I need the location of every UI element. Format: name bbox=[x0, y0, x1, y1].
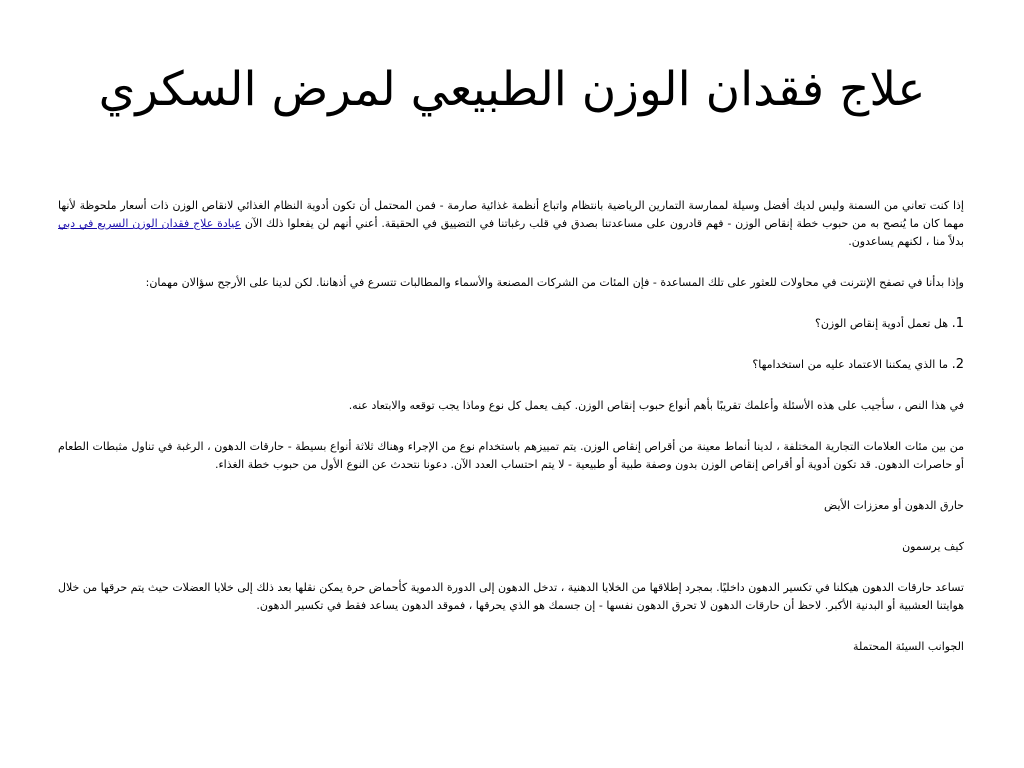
question-2 bbox=[58, 356, 964, 374]
intro-paragraph bbox=[58, 197, 964, 251]
clinic-link[interactable]: عيادة علاج فقدان الوزن السريع في دبي bbox=[58, 217, 242, 230]
intro-text: إذا كنت تعاني من السمنة وليس لديك أفضل وسيلة لممارسة التمارين الرياضية بانتظام واتباع أنظمة غذائية صارمة - فمن المحتمل أن تكون أدوية النظام الغذائي لانقاص الوزن ذات أسعار ملحوظة لأنها مهما كان ما يُنصح به من حبوب خطة إنقاص الوزن - فهم قادرون على مساعدتنا بصدق في قلب رغباتنا في التضييق في الحقيقة. أعني أنهم لن يفعلوا ذلك الآن bbox=[58, 199, 964, 230]
question-text: هل تعمل أدوية إنقاص الوزن؟ bbox=[815, 317, 952, 330]
section-heading-how-they-work: كيف يرسمون bbox=[902, 540, 964, 553]
intro-text-end: بدلاً منا ، لكنهم يساعدون. bbox=[848, 235, 964, 248]
section-heading-side-effects: الجوانب السيئة المحتملة bbox=[853, 640, 964, 653]
paragraph-types: من بين مئات العلامات التجارية المختلفة ، لدينا أنماط معينة من أقراص إنقاص الوزن. يتم تمييزهم باستخدام نوع من الإجراء وهناك ثلاثة أنواع بسيطة - حارقات الدهون ، الرغبة في تناول مثبطات الطعام أو حاصرات الدهون. قد تكون أدوية أو أقراص إنقاص الوزن بدون وصفة طبية أو طبيعية - لا يتم احتساب العدد الآن. دعونا نتحدث عن النوع الأول من حبوب خطة الغذاء. bbox=[58, 440, 964, 471]
question-text: ما الذي يمكننا الاعتماد عليه من استخدامها؟ bbox=[752, 358, 952, 371]
section-heading-fat-burners: حارق الدهون أو معززات الأيض bbox=[824, 499, 964, 512]
paragraph-search: وإذا بدأنا في تصفح الإنترنت في محاولات للعثور على تلك المساعدة - فإن المئات من الشركات المصنعة والأسماء والمطالبات تتسرع في أذهاننا. لكن لدينا على الأرجح سؤالان مهمان: bbox=[145, 276, 964, 289]
paragraph-answer: في هذا النص ، سأجيب على هذه الأسئلة وأعلمك تقريبًا بأهم أنواع حبوب إنقاص الوزن. كيف يعمل كل نوع وماذا يجب توقعه والابتعاد عنه. bbox=[348, 399, 964, 412]
question-number: 2. bbox=[951, 357, 964, 372]
question-1 bbox=[58, 315, 964, 333]
page-title: علاج فقدان الوزن الطبيعي لمرض السكري bbox=[98, 62, 926, 117]
paragraph-fat-burners: تساعد حارقات الدهون هيكلنا في تكسير الدهون داخليًا. بمجرد إطلاقها من الخلايا الدهنية ، تدخل الدهون إلى الدورة الدموية كأحماض حرة يمكن نقلها بعد ذلك إلى خلايا العضلات حيث يتم حرقها من خلال هوايتنا العشبية أو البدنية الأكبر. لاحظ أن حارقات الدهون لا تحرق الدهون نفسها - إن جسمك هو الذي يحرقها ، فموقد الدهون يساعد فقط في تكسير الدهون. bbox=[58, 581, 964, 612]
slide-body bbox=[58, 197, 964, 679]
question-number: 1. bbox=[951, 316, 964, 331]
